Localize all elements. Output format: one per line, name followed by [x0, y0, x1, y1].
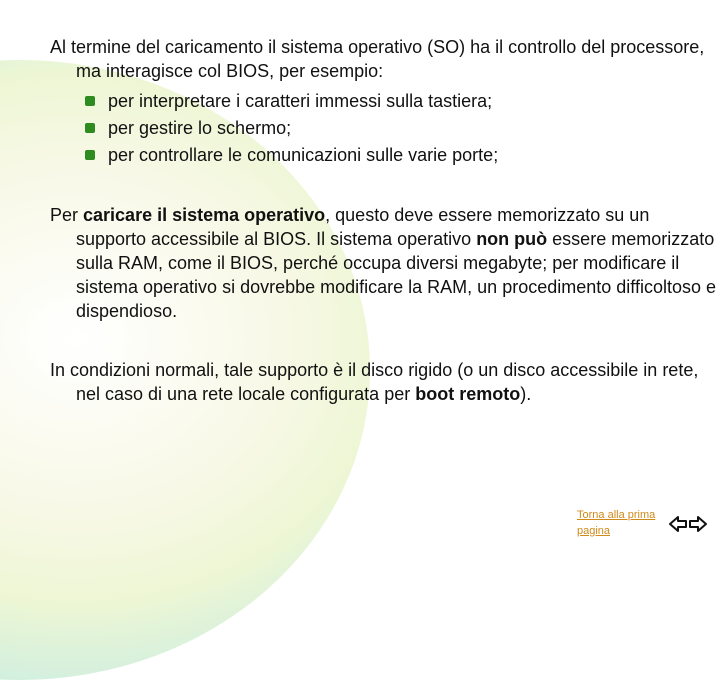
- intro-paragraph: Al termine del caricamento il sistema operativo (SO) ha il controllo del processore, ma interagisce col BIOS, per esempio:: [50, 37, 705, 81]
- text-run: ).: [520, 384, 532, 404]
- list-item: [108, 116, 291, 140]
- list-item: [108, 143, 498, 167]
- storage-medium-paragraph: [50, 358, 720, 406]
- bullet-icon: [85, 123, 95, 133]
- home-link[interactable]: Torna alla prima pagina: [577, 509, 656, 537]
- back-forward-arrows-icon[interactable]: [668, 514, 708, 534]
- emphasis-text: caricare il sistema operativo: [83, 205, 326, 225]
- os-storage-paragraph: [50, 203, 720, 323]
- list-item-text: per controllare le comunicazioni sulle varie porte;: [108, 145, 499, 165]
- emphasis-text: non può: [476, 229, 548, 249]
- text-run: Per: [50, 205, 84, 225]
- list-item-text: per interpretare i caratteri immessi sulla tastiera;: [108, 91, 493, 111]
- bullet-icon: [85, 150, 95, 160]
- text-run: In condizioni normali, tale supporto è il disco rigido (o un disco accessibile in rete, nel caso di una rete locale configurata per: [50, 360, 699, 404]
- bullet-icon: [85, 96, 95, 106]
- emphasis-text: boot remoto: [415, 384, 521, 404]
- text-run: essere memorizzato sulla RAM, come il BIOS, perché occupa diversi megabyte; per modificare il sistema operativo si dovrebbe modificare la RAM, un procedimento difficoltoso e dispendioso.: [76, 229, 716, 321]
- list-item-text: per gestire lo schermo;: [108, 118, 292, 138]
- text-run: , questo deve essere memorizzato su un supporto accessibile al BIOS. Il sistema operativo: [76, 205, 650, 249]
- list-item: [108, 89, 492, 113]
